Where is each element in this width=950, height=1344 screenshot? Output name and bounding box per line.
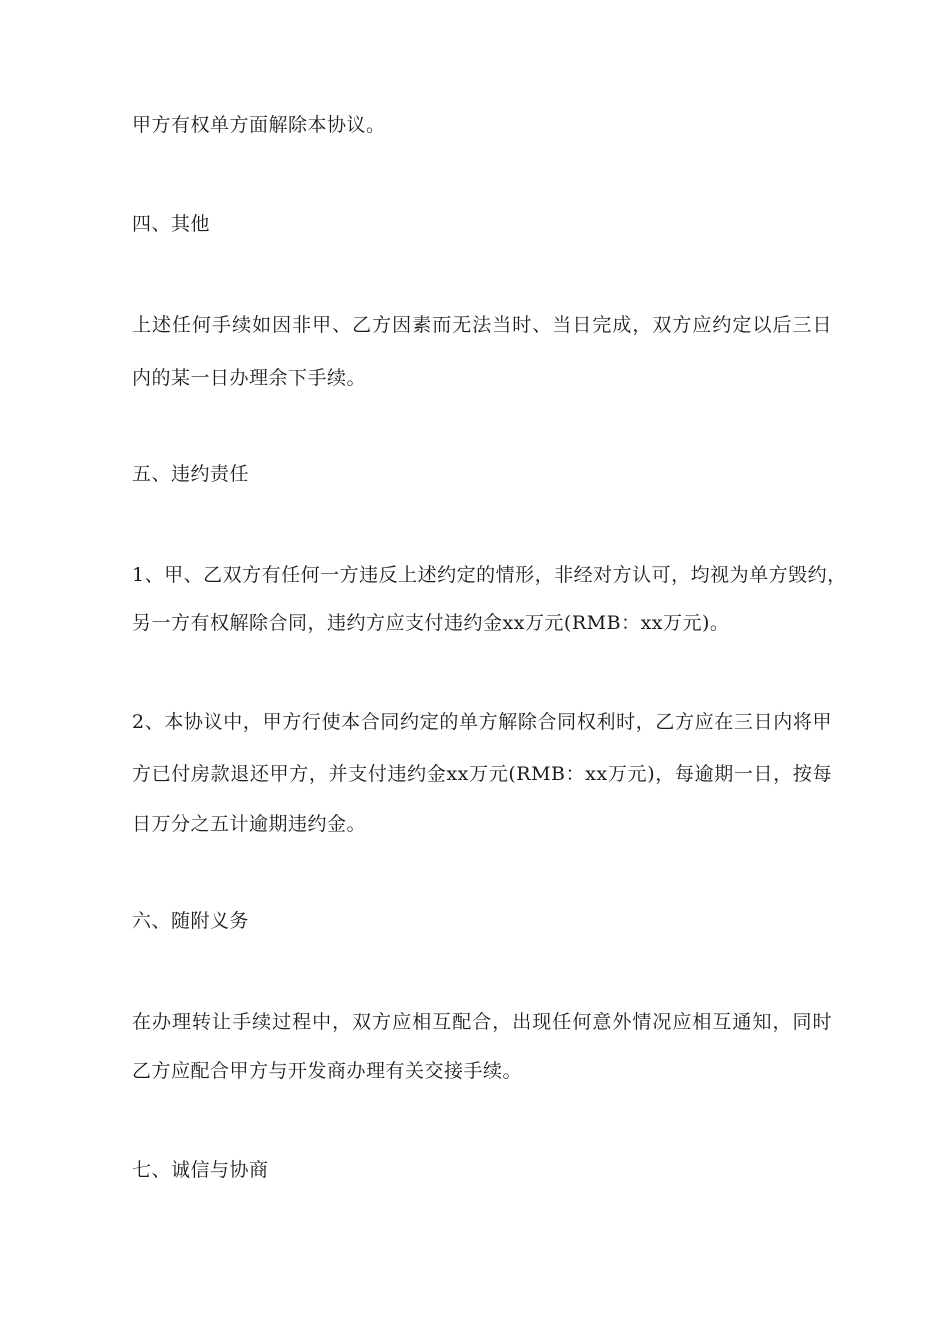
section-heading: 四、其他 [132, 213, 211, 235]
section-heading: 五、违约责任 [132, 463, 250, 485]
paragraph-text: 日万分之五计逾期违约金。 [132, 813, 367, 835]
section-heading: 六、随附义务 [132, 910, 250, 932]
paragraph-text: 1、甲、乙双方有任何一方违反上述约定的情形，非经对方认可，均视为单方毁约， [132, 564, 847, 586]
paragraph-text: 上述任何手续如因非甲、乙方因素而无法当时、当日完成，双方应约定以后三日 [132, 314, 832, 336]
paragraph-text: 方已付房款退还甲方，并支付违约金xx万元(RMB：xx万元)，每逾期一日，按每 [132, 763, 832, 785]
paragraph-text: 内的某一日办理余下手续。 [132, 367, 367, 389]
paragraph-text: 另一方有权解除合同，违约方应支付违约金xx万元(RMB：xx万元)。 [132, 612, 730, 634]
paragraph-text: 乙方应配合甲方与开发商办理有关交接手续。 [132, 1060, 523, 1082]
section-heading: 七、诚信与协商 [132, 1159, 269, 1181]
paragraph-text: 2、本协议中，甲方行使本合同约定的单方解除合同权利时，乙方应在三日内将甲 [132, 711, 832, 733]
paragraph-text: 在办理转让手续过程中，双方应相互配合，出现任何意外情况应相互通知，同时 [132, 1011, 832, 1033]
paragraph-text: 甲方有权单方面解除本协议。 [132, 114, 386, 136]
